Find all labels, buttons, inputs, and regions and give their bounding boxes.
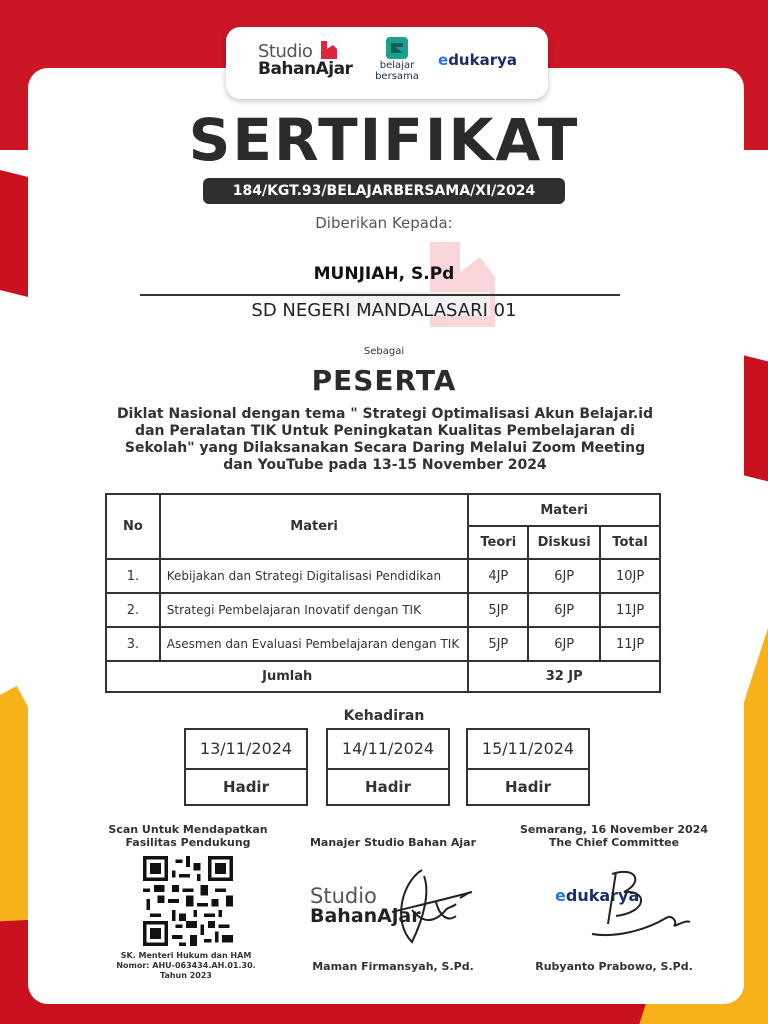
- stamp-studio-text: Studio: [310, 884, 377, 908]
- table-row: [106, 627, 660, 661]
- attendance-box-day3: [466, 728, 590, 806]
- name-underline: [140, 294, 620, 296]
- attendance-box-day1: [184, 728, 308, 806]
- row-materi: Strategi Pembelajaran Inovatif dengan TIK: [160, 593, 469, 627]
- qr-code-icon[interactable]: [143, 856, 233, 946]
- chief-name: Rubyanto Prabowo, S.Pd.: [535, 960, 693, 973]
- header-materi-group: Materi: [468, 494, 660, 526]
- row-total: 11JP: [600, 627, 660, 661]
- scan-label-line2: Fasilitas Pendukung: [125, 836, 251, 849]
- recipient-role: PESERTA: [311, 364, 457, 397]
- attendance-date: 15/11/2024: [468, 730, 588, 770]
- legal-registration: [100, 951, 272, 981]
- manager-name: Maman Firmansyah, S.Pd.: [312, 960, 474, 973]
- row-teori: 4JP: [468, 559, 528, 593]
- recipient-name: MUNJIAH, S.Pd: [313, 264, 455, 284]
- studio-logo-mark-icon: [319, 39, 339, 61]
- studio-logo-text: Studio: [258, 41, 313, 62]
- table-row: [106, 593, 660, 627]
- chief-signature-icon: [586, 866, 696, 942]
- row-teori: 5JP: [468, 627, 528, 661]
- sk-line3: Tahun 2023: [160, 971, 212, 980]
- edukarya-logo: [438, 51, 517, 69]
- certificate-number: 184/KGT.93/BELAJARBERSAMA/XI/2024: [203, 178, 565, 204]
- table-row: [106, 559, 660, 593]
- recipient-institution: SD NEGERI MANDALASARI 01: [251, 300, 517, 321]
- row-no: 1.: [106, 559, 160, 593]
- row-no: 3.: [106, 627, 160, 661]
- header-teori: Teori: [468, 526, 528, 559]
- belajar-bersama-icon: [386, 37, 408, 59]
- place-date: Semarang, 16 November 2024: [519, 823, 709, 836]
- manager-signature-icon: [352, 862, 480, 952]
- attendance-date: 13/11/2024: [186, 730, 306, 770]
- logo-bar: [226, 27, 548, 99]
- attendance-date: 14/11/2024: [328, 730, 448, 770]
- edukarya-logo-e: e: [438, 51, 449, 69]
- table-sum-row: [106, 661, 660, 692]
- row-total: 10JP: [600, 559, 660, 593]
- scan-label: [90, 823, 286, 849]
- row-diskusi: 6JP: [528, 593, 600, 627]
- edukarya-logo-text: dukarya: [448, 51, 517, 69]
- row-total: 11JP: [600, 593, 660, 627]
- row-no: 2.: [106, 593, 160, 627]
- sum-label: Jumlah: [106, 661, 468, 692]
- stamp-edukarya-text: dukarya: [565, 886, 640, 905]
- row-diskusi: 6JP: [528, 559, 600, 593]
- sk-line2: Nomor: AHU-063434.AH.01.30.: [116, 961, 256, 970]
- row-teori: 5JP: [468, 593, 528, 627]
- row-materi: Kebijakan dan Strategi Digitalisasi Pendidikan: [160, 559, 469, 593]
- header-total: Total: [600, 526, 660, 559]
- certificate-title: SERTIFIKAT: [188, 106, 580, 174]
- attendance-status: Hadir: [223, 778, 269, 796]
- material-table: [105, 493, 661, 693]
- attendance-status: Hadir: [365, 778, 411, 796]
- header-no: No: [106, 494, 160, 559]
- event-description: Diklat Nasional dengan tema " Strategi Optimalisasi Akun Belajar.id dan Peralatan TIK Untuk Peningkatan Kualitas Pembelajaran di Sekolah" yang Dilaksanakan Secara Daring Melalui Zoom Meeting dan YouTube pada 13-15 November 2024: [116, 406, 654, 473]
- attendance-box-day2: [326, 728, 450, 806]
- studio-bahan-ajar-logo: [258, 41, 353, 79]
- bahanajar-logo-text: BahanAjar: [258, 59, 353, 79]
- chief-label: [506, 823, 722, 849]
- manager-title: Manajer Studio Bahan Ajar: [309, 836, 476, 849]
- chief-title: The Chief Committee: [548, 836, 680, 849]
- sum-value: 32 JP: [468, 661, 660, 692]
- belajar-logo-text: belajar: [379, 60, 415, 71]
- stamp-bahanajar-text: BahanAjar: [310, 905, 421, 927]
- given-to-label: Diberikan Kepada:: [315, 214, 453, 232]
- scan-label-line1: Scan Untuk Mendapatkan: [108, 823, 268, 836]
- row-materi: Asesmen dan Evaluasi Pembelajaran dengan TIK: [160, 627, 469, 661]
- stamp-edukarya-e: e: [555, 886, 566, 905]
- header-diskusi: Diskusi: [528, 526, 600, 559]
- attendance-status: Hadir: [505, 778, 551, 796]
- header-materi: Materi: [160, 494, 469, 559]
- sk-line1: SK. Menteri Hukum dan HAM: [120, 951, 252, 960]
- bersama-logo-text: bersama: [375, 70, 419, 82]
- belajar-bersama-logo: [372, 37, 422, 82]
- as-label: Sebagai: [363, 346, 405, 357]
- row-diskusi: 6JP: [528, 627, 600, 661]
- attendance-title: Kehadiran: [343, 708, 425, 724]
